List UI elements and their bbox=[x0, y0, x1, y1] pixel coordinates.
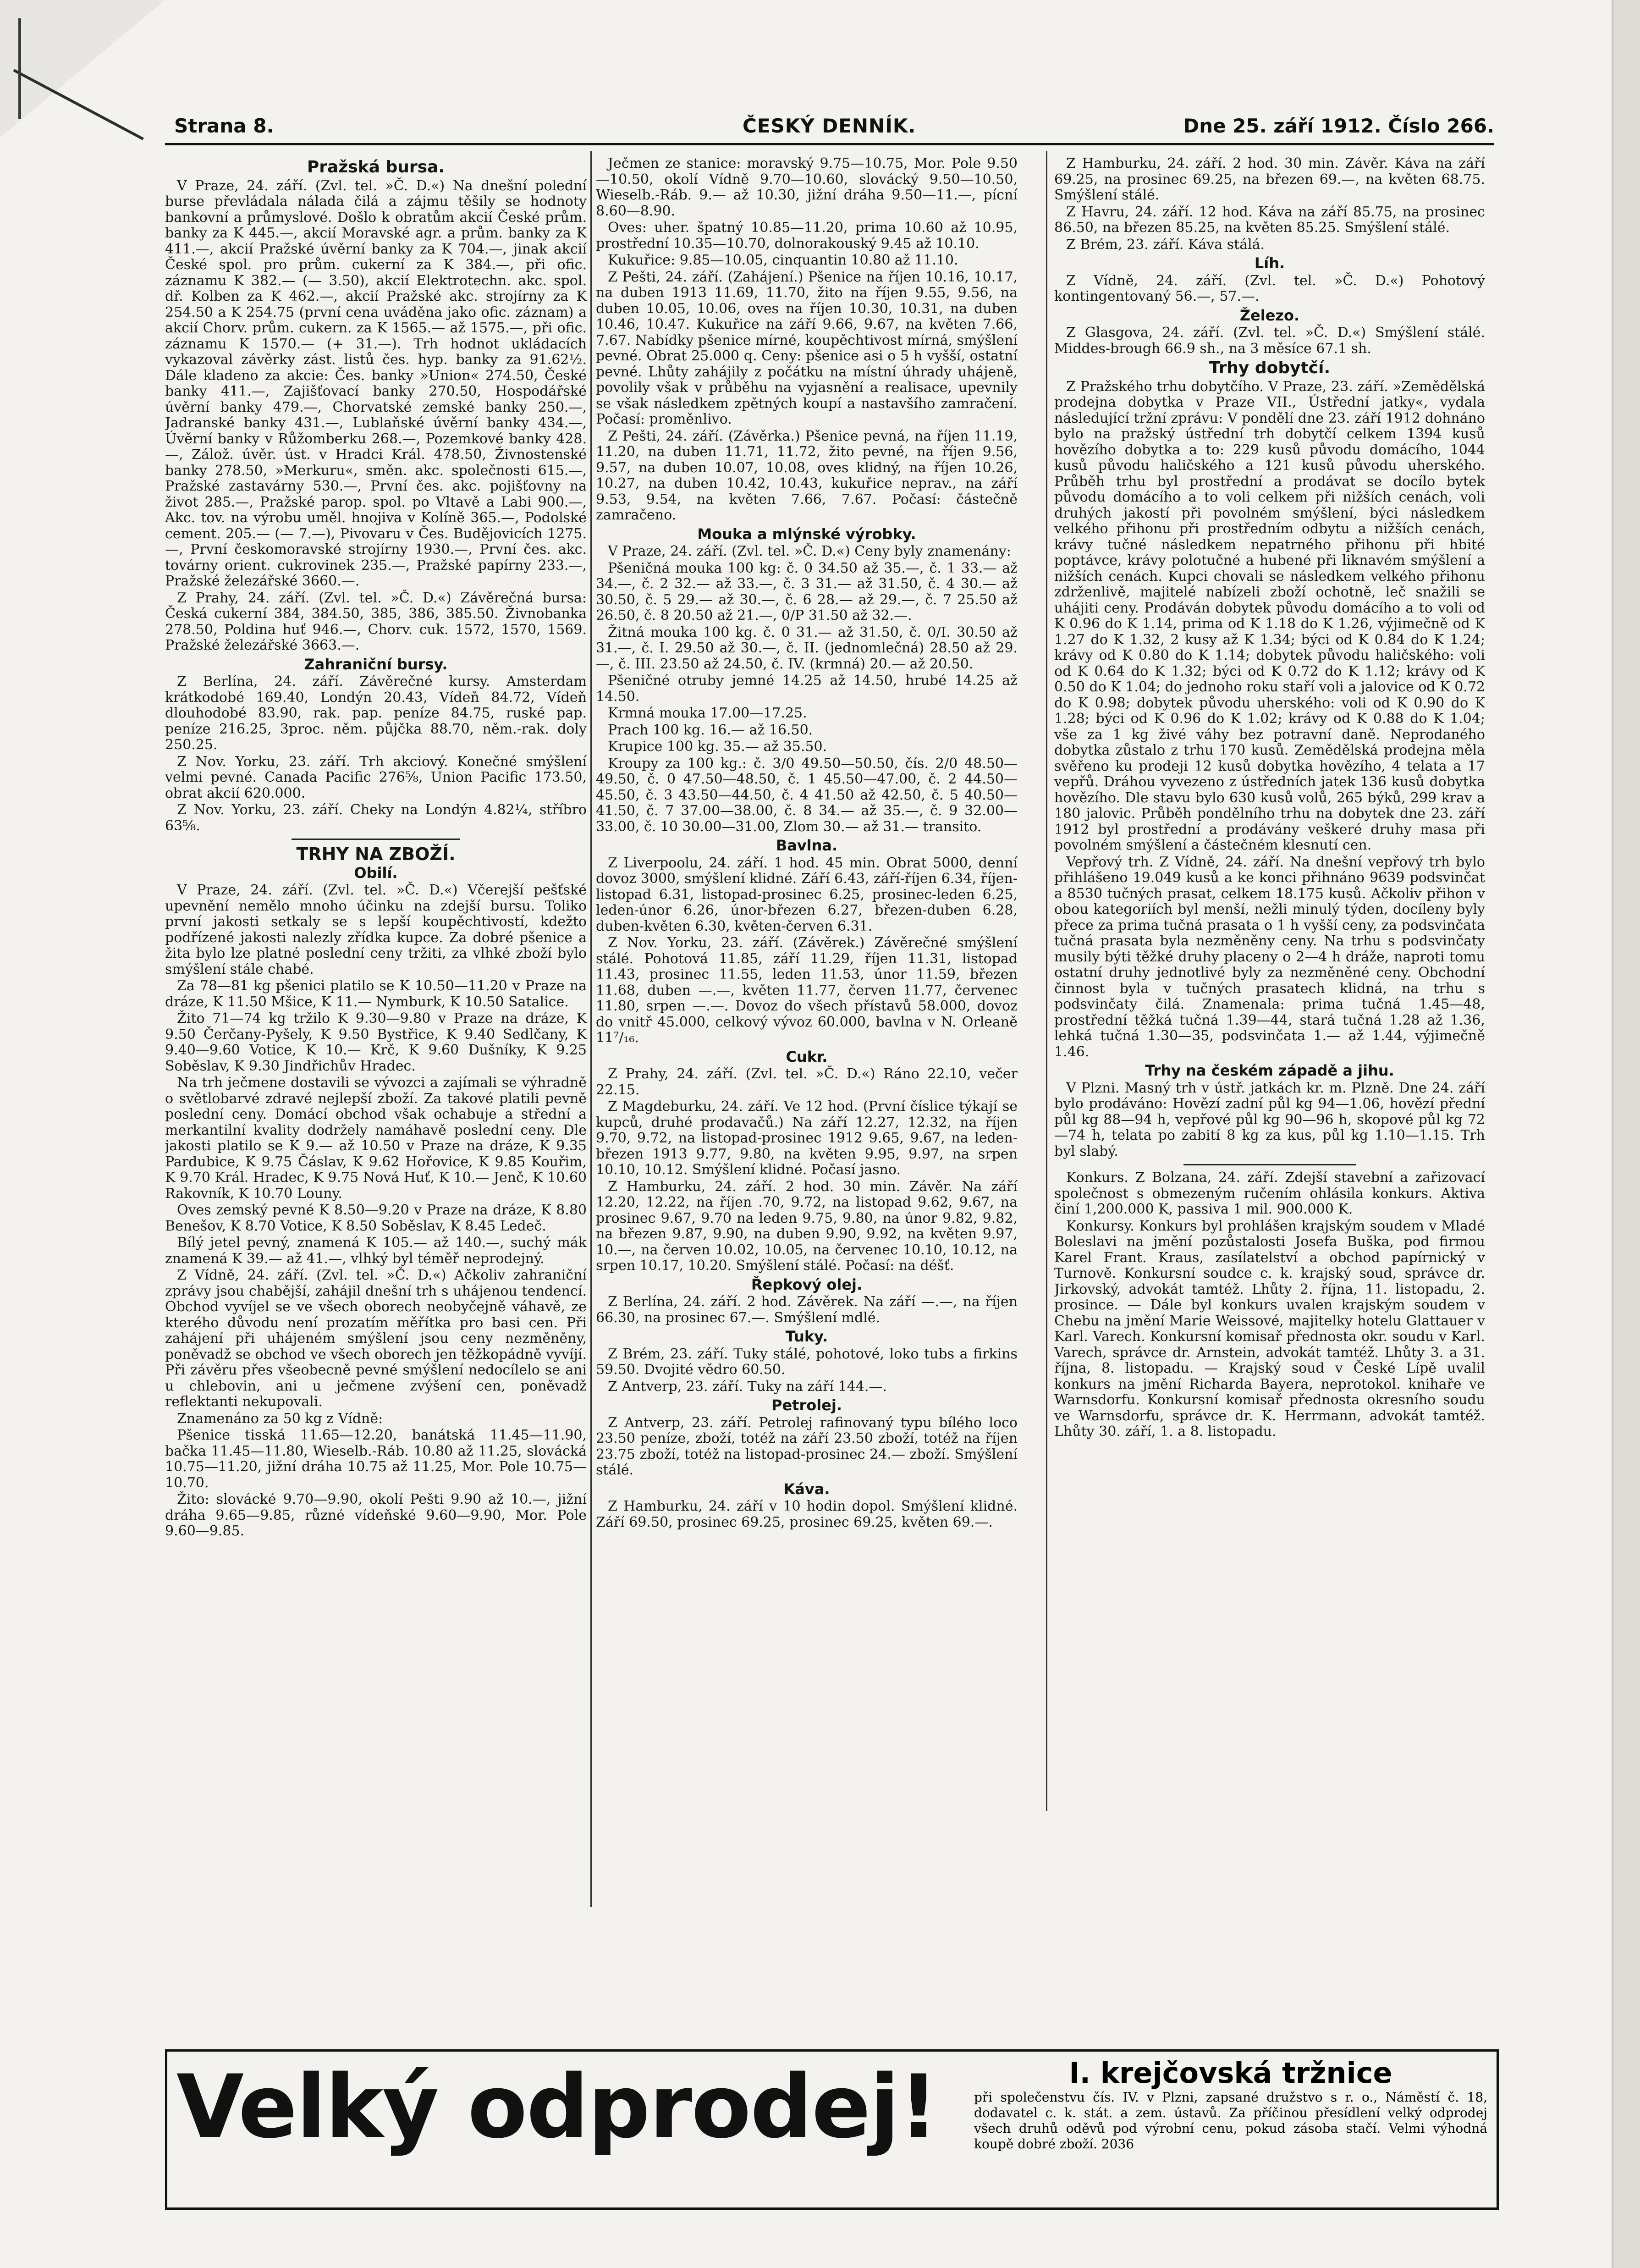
article-paragraph: Z Liverpoolu, 24. září. 1 hod. 45 min. Obrat 5000, denní dovoz 3000, smýšlení klidné. Září 6.43, září-říjen 6.34, říjen-listopad 6.31, listopad-prosinec 6.25, prosinec-leden 6.25, leden-únor 6.26, únor-březen 6.27, březen-duben 6.28, duben-květen 6.30, květen-červen 6.31. bbox=[596, 855, 1018, 934]
fold-edge-line-vertical bbox=[18, 18, 21, 119]
section-heading-zahranicni: Zahraniční bursy. bbox=[304, 655, 448, 673]
article-paragraph: Z Berlína, 24. září. Závěrečné kursy. Amsterdam krátkodobé 169.40, Londýn 20.43, Vídeň 84.72, Vídeň dlouhodobé 83.90, rak. pap. peníze 84.75, ruské pap. peníze 216.25, 3proc. něm. půjčka 88.70, něm.-rak. doly 250.25. bbox=[165, 673, 587, 753]
article-paragraph: Z Prahy, 24. září. (Zvl. tel. »Č. D.«) Ráno 22.10, večer 22.15. bbox=[596, 1066, 1018, 1098]
article-paragraph: Vepřový trh. Z Vídně, 24. září. Na dnešní vepřový trh bylo přihlášeno 19.049 kusů a ke konci přihnáno 9639 podsvinčat a 8530 tučných prasat, celkem 18.175 kusů. Ačkoliv přihon v obou kategoriích byl menší, nežli minulý týden, docíleny byly přece za prima tučná prasata o 1 h vyšší ceny, za podsvinčata tučná prasata byla nezměněny ceny. Na trhu s podsvinčaty musily býti těžké druhy placeny o 2—4 h dráže, naproti tomu ostatní druhy jednotlivé byly za nezměněné ceny. Obchodní činnost byla v tučných prasatech klidná, na trhu s podsvinčaty čilá. Znamenala: prima tučná 1.45—48, prostřední těžká tučná 1.39—44, stará tučná 1.28 až 1.36, lehká tučná 1.30—35, podsvinčata 1.— až 1.44, výjimečně 1.46. bbox=[1054, 854, 1485, 1060]
subheading-obili: Obilí. bbox=[354, 864, 398, 882]
subheading-kava: Káva. bbox=[783, 1480, 830, 1498]
article-paragraph: Z Berlína, 24. září. 2 hod. Závěrek. Na září —.—, na říjen 66.30, na prosinec 67.—. Smýšlení mdlé. bbox=[596, 1294, 1018, 1326]
subheading-bavlna: Bavlna. bbox=[776, 837, 838, 854]
article-paragraph: Pšeničná mouka 100 kg: č. 0 34.50 až 35.—, č. 1 33.— až 34.—, č. 2 32.— až 33.—, č. 3 31.— až 31.50, č. 4 30.— až 30.50, č. 5 29.— až 30.—, č. 6 28.— až 29.—, č. 7 25.50 až 26.50, č. 8 20.50 až 21.—, 0/P 31.50 až 32.—. bbox=[596, 560, 1018, 624]
article-paragraph: Z Nov. Yorku, 23. září. Cheky na Londýn 4.82¼, stříbro 63⅝. bbox=[165, 802, 587, 834]
page-edge-strip bbox=[1612, 0, 1640, 2268]
article-paragraph: Bílý jetel pevný, znamená K 105.— až 140.—, suchý mák znamená K 39.— až 41.—, vlhký byl téměř neprodejný. bbox=[165, 1235, 587, 1267]
article-paragraph: Krmná mouka 17.00—17.25. bbox=[608, 705, 807, 721]
article-paragraph: Z Brém, 23. září. Tuky stálé, pohotové, loko tubs a firkins 59.50. Dvojité vědro 60.50. bbox=[596, 1346, 1018, 1378]
article-paragraph: Z Glasgova, 24. září. (Zvl. tel. »Č. D.«) Smýšlení stálé. Middes-brough 66.9 sh., na 3 měsíce 67.1 sh. bbox=[1054, 325, 1485, 357]
article-paragraph: V Praze, 24. září. (Zvl. tel. »Č. D.«) Ceny byly znamenány: bbox=[608, 543, 1011, 559]
column-divider-2 bbox=[1046, 151, 1047, 1811]
masthead-title: ČESKÝ DENNÍK. bbox=[743, 115, 916, 137]
article-paragraph: Na trh ječmene dostavili se vývozci a zajímali se výhradně o světlobarvé zdravé nejlepší zboží. Za takové platili pevně poslední ceny. Domácí obchod však ochabuje a střední a merkantilní kvality dodržely namáhavě poslední ceny. Dle jakosti platilo se K 9.— až 10.50 v Praze na dráze, K 9.35 Pardubice, K 9.75 Čáslav, K 9.62 Hořovice, K 9.85 Kouřim, K 9.70 Král. Hradec, K 9.75 Nová Huť, K 10.— Jenč, K 10.60 Rakovník, K 10.70 Louny. bbox=[165, 1075, 587, 1202]
advertisement-title: I. krejčovská tržnice bbox=[1069, 2056, 1392, 2090]
page-header bbox=[165, 115, 1494, 147]
article-paragraph: Konkursy. Konkurs byl prohlášen krajským soudem v Mladé Boleslavi na jmění pozůstalosti Josefa Buška, pod firmou Karel Frant. Kraus, zasílatelství a obchod papírnický v Turnově. Konkursní soudce c. k. krajský soud, správce dr. Jirkovský, advokát tamtéž. Lhůty 2. října, 11. listopadu, 2. prosince. — Dále byl konkurs uvalen krajským soudem v Chebu na jmění Marie Weissové, majitelky hotelu Glattauer v Karl. Varech. Konkursní komisař přednosta okr. soudu v Karl. Varech, správce dr. Arnstein, advokát tamtéž. Lhůty 3. a 31. října, 8. listopadu. — Krajský soud v České Lípě uvalil konkurs na jmění Richarda Bayera, neprotokol. knihaře ve Warnsdorfu. Konkursní komisař přednosta okresního soudu ve Warnsdorfu, správce dr. K. Herrmann, advokát tamtéž. Lhůty 30. září, 1. a 8. listopadu. bbox=[1054, 1218, 1485, 1440]
column-1 bbox=[165, 156, 587, 1912]
subheading-mouka: Mouka a mlýnské výrobky. bbox=[697, 525, 916, 543]
article-paragraph: Oves zemský pevné K 8.50—9.20 v Praze na dráze, K 8.80 Benešov, K 8.70 Votice, K 8.50 Soběslav, K 8.45 Ledeč. bbox=[165, 1202, 587, 1234]
article-paragraph: Z Vídně, 24. září. (Zvl. tel. »Č. D.«) Ačkoliv zahraniční zprávy jsou chabější, zahájil dnešní trh s uhájenou tendencí. Obchod vyvíjel se ve všech oborech neobyčejně váhavě, ze kterého důvodu není prozatím měřítka pro basi cen. Při zahájení při uhájeném smýšlení jsou ceny nezměněny, poněvadž se obchod ve všech oborech jen těžkopádně vyvíjí. Při závěru přes všeobecně pevné smýšlení nedocílelo se ani u chlebovin, ani u ječmene zvýšení cen, poněvadž reflektanti nekupovali. bbox=[165, 1267, 587, 1410]
article-paragraph: Kukuřice: 9.85—10.05, cinquantin 10.80 až 11.10. bbox=[608, 252, 958, 268]
column-3 bbox=[1054, 156, 1485, 1825]
subheading-petrolej: Petrolej. bbox=[771, 1396, 842, 1414]
article-paragraph: Z Antverp, 23. září. Petrolej rafinovaný typu bílého loco 23.50 peníze, zboží, totéž na září 23.50 zboží, totéž na říjen 23.75 zboží, totéž na listopad-prosinec 24.— zboží. Smýšlení stálé. bbox=[596, 1414, 1018, 1478]
page-number: Strana 8. bbox=[174, 115, 274, 137]
subheading-zelezo: Železo. bbox=[1239, 306, 1300, 324]
article-paragraph: Oves: uher. špatný 10.85—11.20, prima 10.60 až 10.95, prostřední 10.35—10.70, dolnorakouský 9.45 až 10.10. bbox=[596, 220, 1018, 252]
advertisement bbox=[165, 2049, 1499, 2210]
article-paragraph: Z Pešti, 24. září. (Závěrka.) Pšenice pevná, na říjen 11.19, 11.20, na duben 11.71, 11.72, žito pevné, na říjen 9.56, 9.57, na duben 10.07, 10.08, oves klidný, na říjen 10.26, 10.27, na duben 10.42, 10.43, kukuřice neprav., na září 9.53, 9.54, na květen 7.66, 7.67. Počasí: částečně zamračeno. bbox=[596, 428, 1018, 523]
article-paragraph: Z Pešti, 24. září. (Zahájení.) Pšenice na říjen 10.16, 10.17, na duben 1913 11.69, 11.70, žito na říjen 9.55, 9.56, na duben 10.05, 10.06, oves na říjen 10.30, 10.31, na duben 10.46, 10.47. Kukuřice na září 9.66, 9.67, na květen 7.66, 7.67. Nabídky pšenice mírné, koupěchtivost mírná, smýšlení pevné. Obrat 25.000 q. Ceny: pšenice asi o 5 h vyšší, ostatní pevné. Lhůty zahájily z počátku na místní úhrady uhájeně, povolily však v průběhu na vyjasnění a realisace, upevnily se však následkem zpětných koupí a nastavšího zamračení. Počasí: proměnlivo. bbox=[596, 269, 1018, 427]
article-paragraph: V Plzni. Masný trh v ústř. jatkách kr. m. Plzně. Dne 24. září bylo prodáváno: Hovězí zadní půl kg 94—1.06, hovězí přední půl kg 88—94 h, vepřové půl kg 90—96 h, skopové půl kg 72—74 h, telata po zabití 8 kg za kus, půl kg 1.10—1.15. Trh byl slabý. bbox=[1054, 1080, 1485, 1159]
article-paragraph: Znamenáno za 50 kg z Vídně: bbox=[177, 1410, 383, 1427]
article-paragraph: Krupice 100 kg. 35.— až 35.50. bbox=[608, 739, 827, 755]
article-paragraph: Z Antverp, 23. září. Tuky na září 144.—. bbox=[608, 1378, 887, 1395]
section-heading-trhy: TRHY NA ZBOŽÍ. bbox=[296, 844, 456, 864]
column-2 bbox=[596, 156, 1018, 1825]
section-heading-dobytci: Trhy dobytčí. bbox=[1209, 359, 1331, 377]
advertisement-headline: Velký odprodej! bbox=[176, 2056, 938, 2158]
article-paragraph: Z Pražského trhu dobytčího. V Praze, 23. září. »Zemědělská prodejna dobytka v Praze VII., Ústřední jatky«, vydala následující tržní zprávu: V pondělí dne 23. září 1912 dohnáno bylo na pražský ústřední trh dobytčí celkem 1394 kusů hovězího dobytka a to: 229 kusů původu domácího, 1044 kusů původu haličského a 121 kusů původu uherského. Průběh trhu byl prostřední a prodávat se docílo bytek původu domácího a to voli celkem při nižších cenách, voli druhých jakostí při povolném smýšlení, býci následkem velkého přihonu při prostředním odbytu a nižších cenách, krávy tučné následkem nepatrného přihonu při hbité poptávce, krávy polotučné a hubené při liknavém smýšlení a nižších cenách. Kupci chovali se následkem velkého přihonu zdrženlivě, majitelé nabízeli zboží ochotně, leč snažili se uhájiti ceny. Prodáván dobytek původu domácího a to voli od K 0.96 do K 1.14, prima od K 1.18 do K 1.26, výjimečně od K 1.27 do K 1.32, 2 kusy až K 1.34; býci od K 0.84 do K 1.24; krávy od K 0.80 do K 1.14; dobytek původu haličského: voli od K 0.64 do K 1.32; býci od K 0.72 do K 1.12; krávy od K 0.50 do K 1.04; do jednoho roku staří voli a jalovice od K 0.72 do K 0.98; dobytek původu uherského: voli od K 0.90 do K 1.28; býci od K 0.96 do K 1.02; krávy od K 0.88 do K 1.04; vše za 1 kg živé váhy bez potravní daně. Neprodaného dobytka zůstalo z trhu 170 kusů. Zemědělská prodejna měla svěřeno ku prodeji 12 kusů dobytka hovězího, 4 telata a 17 vepřů. Dráhou vyvezeno z ústředních jatek 136 kusů dobytka hovězího. Dle stavu bylo 630 kusů volů, 265 býků, 299 krav a 180 jalovic. Průběh pondělního trhu na dobytek dne 23. září 1912 byl prostřední a prodávány veškeré druhy masa při povolném smýšlení a částečném klesnutí cen. bbox=[1054, 378, 1485, 853]
article-paragraph: Za 78—81 kg pšenici platilo se K 10.50—11.20 v Praze na dráze, K 11.50 Mšice, K 11.— Nymburk, K 10.50 Satalice. bbox=[165, 978, 587, 1010]
article-paragraph: Pšeničné otruby jemné 14.25 až 14.50, hrubé 14.25 až 14.50. bbox=[596, 673, 1018, 705]
article-paragraph: Z Prahy, 24. září. (Zvl. tel. »Č. D.«) Závěrečná bursa: Česká cukerní 384, 384.50, 385, 386, 385.50. Živnobanka 278.50, Poldina huť 946.—, Chorv. cuk. 1572, 1570, 1569. Pražské železářské 3663.—. bbox=[165, 590, 587, 653]
article-paragraph: Z Hamburku, 24. září v 10 hodin dopol. Smýšlení klidné. Září 69.50, prosinec 69.25, prosinec 69.25, květen 69.—. bbox=[596, 1498, 1018, 1530]
section-divider bbox=[1183, 1164, 1356, 1165]
section-heading-plzen: Trhy na českém západě a jihu. bbox=[1145, 1062, 1394, 1079]
subheading-lih: Líh. bbox=[1254, 254, 1285, 272]
column-divider-1 bbox=[590, 151, 592, 1907]
article-paragraph: Prach 100 kg. 16.— až 16.50. bbox=[608, 722, 813, 738]
subheading-tuky: Tuky. bbox=[785, 1328, 828, 1345]
article-paragraph: Ječmen ze stanice: moravský 9.75—10.75, Mor. Pole 9.50—10.50, okolí Vídně 9.70—10.60, slovácký 9.50—10.50, Wieselb.-Ráb. 9.— až 10.30, jižní dráha 9.50—11.—, pícní 8.60—8.90. bbox=[596, 156, 1018, 219]
article-paragraph: Z Magdeburku, 24. září. Ve 12 hod. (První číslice týkají se kupců, druhé prodavačů.) Na září 12.27, 12.32, na říjen 9.70, 9.72, na listopad-prosinec 1912 9.65, 9.67, na leden-březen 1913 9.77, 9.80, na květen 9.95, 9.97, na srpen 10.10, 10.12. Smýšlení klidné. Počasí jasno. bbox=[596, 1098, 1018, 1178]
section-divider bbox=[292, 839, 460, 840]
section-heading-bursa: Pražská bursa. bbox=[307, 158, 445, 177]
header-rule bbox=[165, 143, 1494, 145]
article-paragraph: Z Hamburku, 24. září. 2 hod. 30 min. Závěr. Na září 12.20, 12.22, na říjen .70, 9.72, na listopad 9.62, 9.67, na prosinec 9.67, 9.70 na leden 9.75, 9.80, na únor 9.82, 9.82, na březen 9.87, 9.90, na duben 9.90, 9.92, na květen 9.97, 10.—, na červen 10.02, 10.05, na červenec 10.10, 10.12, na srpen 10.17, 10.20. Smýšlení stálé. Počasí: na déšť. bbox=[596, 1178, 1018, 1274]
article-paragraph: V Praze, 24. září. (Zvl. tel. »Č. D.«) Na dnešní polední burse převládala nálada čilá a zájmu těšily se hodnoty bankovní a průmyslové. Došlo k obratům akcií České prům. banky za K 445.—, akcií Moravské agr. a prům. banky za K 411.—, akcií Pražské úvěrní banky za K 704.—, jinak akcií České spol. pro prům. cukerní za K 384.—, při ofic. záznamu K 382.— (— 3.50), akcií Elektrotechn. akc. spol. dř. Kolben za K 462.—, akcií Pražské akc. strojírny za K 254.50 a K 254.75 (první cena uváděna jako ofic. záznam) a akcií Chorv. prům. cukern. za K 1565.— až 1575.—, při ofic. záznamu K 1570.— (+ 31.—). Trh hodnot ukládacích vykazoval závěrky zást. listů čes. hyp. banky za 91.62½. Dále kladeno za akcie: Čes. banky »Union« 274.50, České banky 411.—, Zajišťovací banky 270.50, Hospodářské úvěrní banky 479.—, Chorvatské zemské banky 250.—, Jadranské banky 431.—, Lublaňské úvěrní banky 434.—, Úvěrní banky v Růžomberku 268.—, Pozemkové banky 428.—, Zálož. úvěr. úst. v Hradci Král. 478.50, Živnostenské banky 278.50, »Merkuru«, směn. akc. společnosti 615.—, Pražské zastavárny 530.—, První čes. akc. pojišťovny na život 285.—, Pražské parop. spol. po Vltavě a Labi 900.—, Akc. tov. na výrobu uměl. hnojiva v Kolíně 365.—, Podolské cement. 205.— (— 7.—), Pivovaru v Čes. Budějovicích 1275.—, První českomoravské strojírny 1930.—, První čes. akc. továrny orient. cukrovinek 235.—, Pražské papírny 233.—, Pražské železářské 3660.—. bbox=[165, 177, 587, 589]
article-paragraph: Žito: slovácké 9.70—9.90, okolí Pešti 9.90 až 10.—, jižní dráha 9.65—9.85, různé vídeňské 9.60—9.90, Mor. Pole 9.60—9.85. bbox=[165, 1491, 587, 1539]
advertisement-body bbox=[974, 2056, 1487, 2194]
article-paragraph: Z Hamburku, 24. září. 2 hod. 30 min. Závěr. Káva na září 69.25, na prosinec 69.25, na březen 69.—, na květen 68.75. Smýšlení stálé. bbox=[1054, 156, 1485, 203]
subheading-repkovy-olej: Řepkový olej. bbox=[751, 1275, 863, 1293]
article-paragraph: V Praze, 24. září. (Zvl. tel. »Č. D.«) Včerejší pešťské upevnění nemělo mnoho účinku na zdejší bursu. Toliko první jakosti setkaly se s lepší koupěchtivostí, kdežto podřízené jakosti nalezly zřídka kupce. Za dobré pšenice a žita bylo lze platné poslední ceny tržiti, za vlhké zboží bylo smýšlení stále chabé. bbox=[165, 882, 587, 977]
article-paragraph: Z Brém, 23. září. Káva stálá. bbox=[1066, 236, 1265, 253]
article-paragraph: Z Havru, 24. září. 12 hod. Káva na září 85.75, na prosinec 86.50, na březen 85.25, na květen 85.25. Smýšlení stálé. bbox=[1054, 204, 1485, 236]
article-paragraph: Žito 71—74 kg tržilo K 9.30—9.80 v Praze na dráze, K 9.50 Čerčany-Pyšely, K 9.50 Bystřice, K 9.40 Sedlčany, K 9.40—9.60 Votice, K 10.— Krč, K 9.60 Dušníky, K 9.25 Soběslav, K 9.30 Jindřichův Hradec. bbox=[165, 1010, 587, 1074]
article-paragraph: Konkurs. Z Bolzana, 24. září. Zdejší stavební a zařizovací společnost s obmezeným ručením ohlásila konkurs. Aktiva činí 1,200.000 K, passiva 1 mil. 900.000 K. bbox=[1054, 1170, 1485, 1217]
article-paragraph: Kroupy za 100 kg.: č. 3/0 49.50—50.50, čís. 2/0 48.50—49.50, č. 0 47.50—48.50, č. 1 45.50—47.00, č. 2 44.50—45.50, č. 3 43.50—44.50, č. 4 41.50 až 42.50, č. 5 40.50—41.50, č. 7 37.00—38.00, č. 8 34.— až 35.—, č. 9 32.00—33.00, č. 10 30.00—31.00, Zlom 30.— až 31.— transito. bbox=[596, 755, 1018, 835]
article-paragraph: Z Nov. Yorku, 23. září. (Závěrek.) Závěrečné smýšlení stálé. Pohotová 11.85, září 11.29, říjen 11.31, listopad 11.43, prosinec 11.55, leden 11.53, únor 11.59, březen 11.68, duben —.—, květen 11.77, červen 11.77, červenec 11.80, srpen —.—. Dovoz do všech přístavů 58.000, dovoz do vnitř 45.000, celkový vývoz 60.000, bavlna v N. Orleaně 11⁷/₁₆. bbox=[596, 935, 1018, 1046]
article-paragraph: Z Vídně, 24. září. (Zvl. tel. »Č. D.«) Pohotový kontingentovaný 56.—, 57.—. bbox=[1054, 272, 1485, 304]
subheading-cukr: Cukr. bbox=[786, 1048, 828, 1065]
folded-corner bbox=[0, 0, 165, 138]
article-paragraph: Pšenice tisská 11.65—12.20, banátská 11.45—11.90, bačka 11.45—11.80, Wieselb.-Ráb. 10.80 až 11.25, slovácká 10.75—11.20, jižní dráha 10.75 až 11.25, Mor. Pole 10.75—10.70. bbox=[165, 1427, 587, 1491]
advertisement-text: při společenstvu čís. IV. v Plzni, zapsané družstvo s r. o., Náměstí č. 18, dodavatel c. k. stát. a zem. ústavů. Za příčinou přesídlení velký odprodej všech druhů oděvů pod výrobní cenu, pokud zásoba stačí. Velmi výhodná koupě dobré zboží. 2036 bbox=[974, 2090, 1487, 2152]
article-paragraph: Žitná mouka 100 kg. č. 0 31.— až 31.50, č. 0/I. 30.50 až 31.—, č. I. 29.50 až 30.—, č. II. (jednomlečná) 28.50 až 29.—, č. III. 23.50 až 24.50, č. IV. (krmná) 20.— až 20.50. bbox=[596, 624, 1018, 672]
issue-date: Dne 25. září 1912. Číslo 266. bbox=[1183, 115, 1494, 137]
article-paragraph: Z Nov. Yorku, 23. září. Trh akciový. Konečné smýšlení velmi pevné. Canada Pacific 276⅝, Union Pacific 173.50, obrat akcií 620.000. bbox=[165, 753, 587, 801]
